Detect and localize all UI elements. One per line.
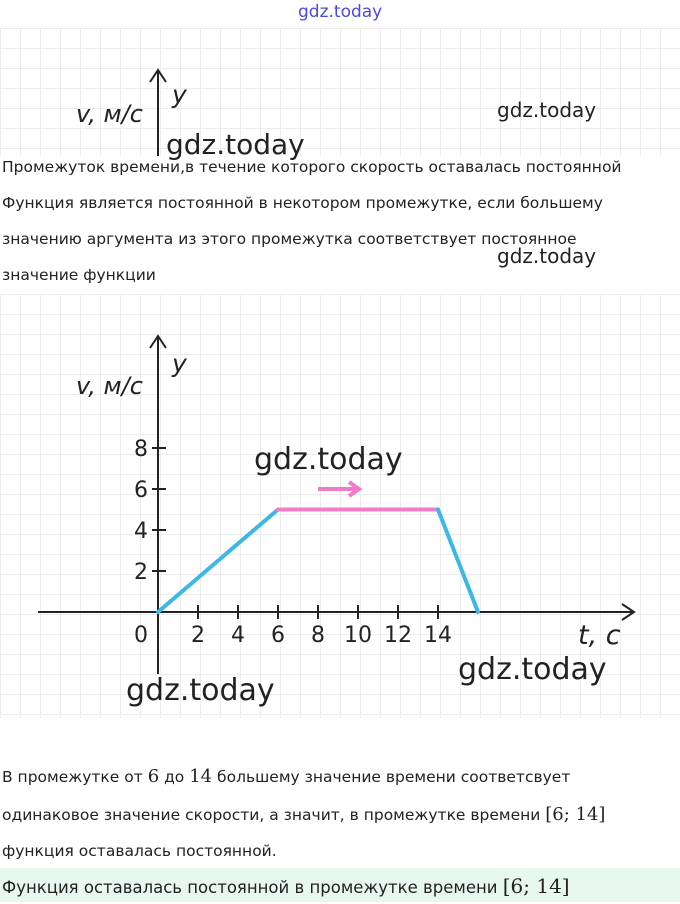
top-yname: y xyxy=(172,80,187,109)
x-tick-label: 12 xyxy=(384,623,412,648)
header-watermark: gdz.today xyxy=(298,2,383,22)
explanation-line-3: функция оставалась постоянной. xyxy=(2,842,277,860)
x-tick-label: 8 xyxy=(311,623,325,648)
x-axis-label: t, с xyxy=(578,620,621,651)
explanation-text: В промежутке от xyxy=(2,768,148,786)
top-watermark-right: gdz.today xyxy=(497,98,597,122)
math-interval: [6; 14] xyxy=(545,804,606,825)
top-ylabel: v, м/с xyxy=(76,100,143,128)
y-tick-label: 2 xyxy=(134,560,148,585)
answer-line xyxy=(2,874,570,898)
top-figure-svg xyxy=(0,28,680,156)
answer-interval: [6; 14] xyxy=(502,874,570,898)
math-value: 14 xyxy=(189,766,213,787)
y-axis-label: v, м/с xyxy=(76,372,143,400)
x-tick-label: 10 xyxy=(344,623,372,648)
chart-watermark: gdz.today xyxy=(126,673,275,708)
x-tick-label: 14 xyxy=(424,623,452,648)
explanation-text: большему значение времени соответсвует xyxy=(212,768,571,786)
answer-text: Функция оставалась постоянной в промежутке времени xyxy=(2,878,503,897)
top-figure xyxy=(0,28,680,156)
x-tick-label: 4 xyxy=(231,623,245,648)
math-value: 6 xyxy=(147,766,160,787)
intro-line-2: Функция является постоянной в некотором промежутке, если большему xyxy=(2,194,603,212)
velocity-chart-svg xyxy=(0,294,680,718)
y-tick-label: 8 xyxy=(134,437,148,462)
answer-box xyxy=(0,868,680,902)
y-axis-name: y xyxy=(172,349,187,378)
speed-segment xyxy=(438,510,478,613)
x-tick-label: 2 xyxy=(191,623,205,648)
explanation-line-2 xyxy=(2,804,605,825)
speed-segment xyxy=(158,510,278,613)
intro-line-3: значению аргумента из этого промежутка соответствует постоянное xyxy=(2,230,577,248)
y-tick-label: 4 xyxy=(134,519,148,544)
top-watermark-left: gdz.today xyxy=(166,128,305,161)
explanation-text: до xyxy=(159,768,190,786)
chart-watermark: gdz.today xyxy=(458,652,607,687)
intro-line-4: значение функции xyxy=(2,266,156,284)
explanation-line-1 xyxy=(2,766,570,787)
chart-watermark: gdz.today xyxy=(254,442,403,477)
explanation-text: одинаковое значение скорости, а значит, в промежутке времени xyxy=(2,806,546,824)
x-tick-label: 6 xyxy=(271,623,285,648)
intro-line-1: Промежуток времени,в течение которого скорость оставалась постоянной xyxy=(2,158,622,176)
origin-label: 0 xyxy=(134,623,148,648)
velocity-chart xyxy=(0,294,680,718)
intro-watermark: gdz.today xyxy=(497,244,597,268)
y-tick-label: 6 xyxy=(134,478,148,503)
